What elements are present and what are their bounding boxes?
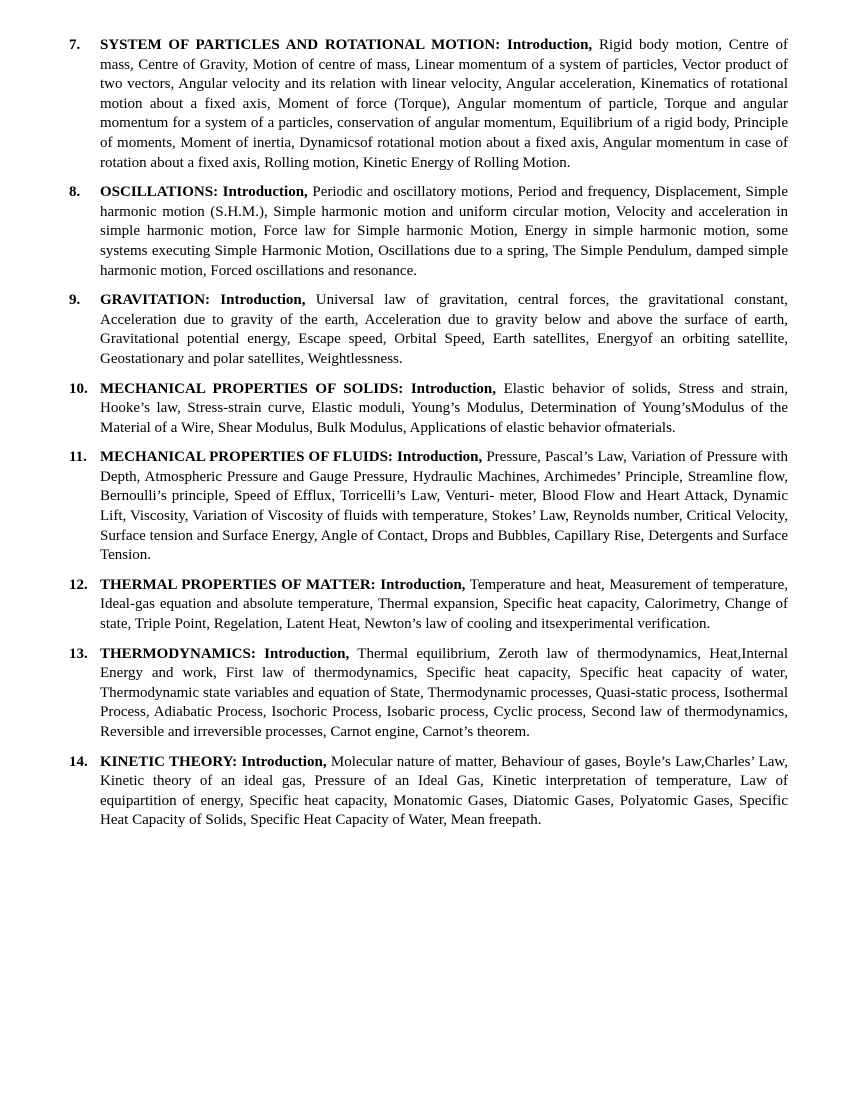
item-body	[100, 576, 788, 635]
item-number: 13.	[69, 645, 88, 662]
item-text: Pressure, Pascal’s Law, Variation of Pressure with Depth, Atmospheric Pressure and Gauge Pressure, Hydraulic Machines, Archimedes’ Principle, Streamline flow, Bernoulli’s principle, Speed of Efflux, Torricelli’s Law, Venturi- meter, Blood Flow and Heart Attack, Dynamic Lift, Viscosity, Variation of Viscosity of fluids with temperature, Stokes’ Law, Reynolds number, Critical Velocity, Surface tension and Surface Energy, Angle of Contact, Drops and Bubbles, Capillary Rise, Detergents and Surface Tension.	[100, 449, 788, 564]
item-heading: MECHANICAL PROPERTIES OF SOLIDS:	[100, 380, 404, 397]
item-body	[100, 183, 788, 281]
item-intro: Introduction,	[397, 449, 483, 466]
item-text: Thermal equilibrium, Zeroth law of thermodynamics, Heat,Internal Energy and work, First law of thermodynamics, Specific heat capacity, Specific heat capacity of water, Thermodynamic state variables and equation of State, Thermodynamic processes, Quasi-static process, Isothermal Process, Adiabatic Process, Isochoric Process, Isobaric process, Cyclic process, Second law of thermodynamics, Reversible and irreversible processes, Carnot engine, Carnot’s theorem.	[100, 645, 788, 740]
item-number: 7.	[69, 37, 81, 53]
item-intro: Introduction,	[222, 184, 308, 201]
item-text: Periodic and oscillatory motions, Period and frequency, Displacement, Simple harmonic motion (S.H.M.), Simple harmonic motion and uniform circular motion, Velocity and acceleration in simple harmonic motion, Force law for Simple harmonic Motion, Energy in simple harmonic motion, some systems executing Simple Harmonic Motion, Oscillations due to a spring, The Simple Pendulum, damped simple harmonic motion, Forced oscillations and resonance.	[100, 184, 789, 279]
item-number: 14.	[69, 753, 88, 770]
item-intro: Introduction,	[380, 576, 466, 593]
item-intro: Introduction,	[220, 292, 306, 309]
item-body	[100, 36, 788, 173]
item-heading: MECHANICAL PROPERTIES OF FLUIDS:	[100, 449, 393, 466]
item-body	[100, 380, 788, 439]
item-intro: Introduction,	[410, 380, 497, 397]
item-heading: SYSTEM OF PARTICLES AND ROTATIONAL MOTION:	[100, 37, 501, 53]
item-heading: THERMAL PROPERTIES OF MATTER:	[100, 576, 376, 593]
item-text: Rigid body motion, Centre of mass, Centre of Gravity, Motion of centre of mass, Linear momentum of a system of particles, Vector product of two vectors, Angular velocity and its relation with linear velocity, Angular acceleration, Kinematics of rotational motion about a fixed axis, Moment of force (Torque), Angular momentum of particle, Torque and angular momentum for a system of a particles, conservation of angular momentum, Equilibrium of a rigid body, Principle of moments, Moment of inertia, Dynamicsof rotational motion about a fixed axis, Angular momentum in case of rotation about a fixed axis, Rolling motion, Kinetic Energy of Rolling Motion.	[100, 37, 789, 171]
item-heading: GRAVITATION:	[100, 292, 211, 309]
item-intro: Introduction,	[264, 645, 350, 662]
syllabus-item-8	[0, 183, 850, 281]
syllabus-item-13	[0, 645, 850, 743]
item-text: Elastic behavior of solids, Stress and strain, Hooke’s law, Stress-strain curve, Elastic moduli, Young’s Modulus, Determination of Young’sModulus of the Material of a Wire, Shear Modulus, Bulk Modulus, Applications of elastic behavior ofmaterials.	[100, 380, 789, 436]
item-intro: Introduction,	[507, 37, 593, 53]
item-text: Temperature and heat, Measurement of temperature, Ideal-gas equation and absolute temperature, Thermal expansion, Specific heat capacity, Calorimetry, Change of state, Triple Point, Regelation, Latent Heat, Newton’s law of cooling and itsexperimental verification.	[100, 576, 788, 633]
item-number: 10.	[69, 380, 88, 397]
item-number: 8.	[69, 184, 81, 201]
syllabus-item-12	[0, 576, 850, 635]
item-heading: OSCILLATIONS:	[100, 184, 219, 201]
item-body	[100, 753, 788, 831]
item-text: Universal law of gravitation, central forces, the gravitational constant, Acceleration due to gravity of the earth, Acceleration due to gravity below and above the surface of earth, Gravitational potential energy, Escape speed, Orbital Speed, Earth satellites, Energyof an orbiting satellite, Geostationary and polar satellites, Weightlessness.	[100, 292, 789, 367]
item-number: 9.	[69, 292, 81, 309]
item-number: 11.	[69, 449, 87, 466]
item-body	[100, 448, 788, 566]
item-text: Molecular nature of matter, Behaviour of gases, Boyle’s Law,Charles’ Law, Kinetic theory of an ideal gas, Pressure of an Ideal Gas, Kinetic interpretation of temperature, Law of equipartition of energy, Specific heat capacity, Monatomic Gases, Diatomic Gases, Polyatomic Gases, Specific Heat Capacity of Solids, Specific Heat Capacity of Water, Mean freepath.	[100, 753, 788, 829]
item-body	[100, 291, 788, 369]
item-heading: KINETIC THEORY:	[100, 753, 238, 770]
syllabus-item-9	[0, 291, 850, 369]
item-number: 12.	[69, 576, 88, 593]
syllabus-item-14	[0, 753, 850, 831]
syllabus-item-7	[0, 36, 850, 173]
syllabus-item-10	[0, 380, 850, 439]
item-intro: Introduction,	[241, 753, 327, 770]
syllabus-item-11	[0, 448, 850, 566]
item-heading: THERMODYNAMICS:	[100, 645, 256, 662]
item-body	[100, 645, 788, 743]
